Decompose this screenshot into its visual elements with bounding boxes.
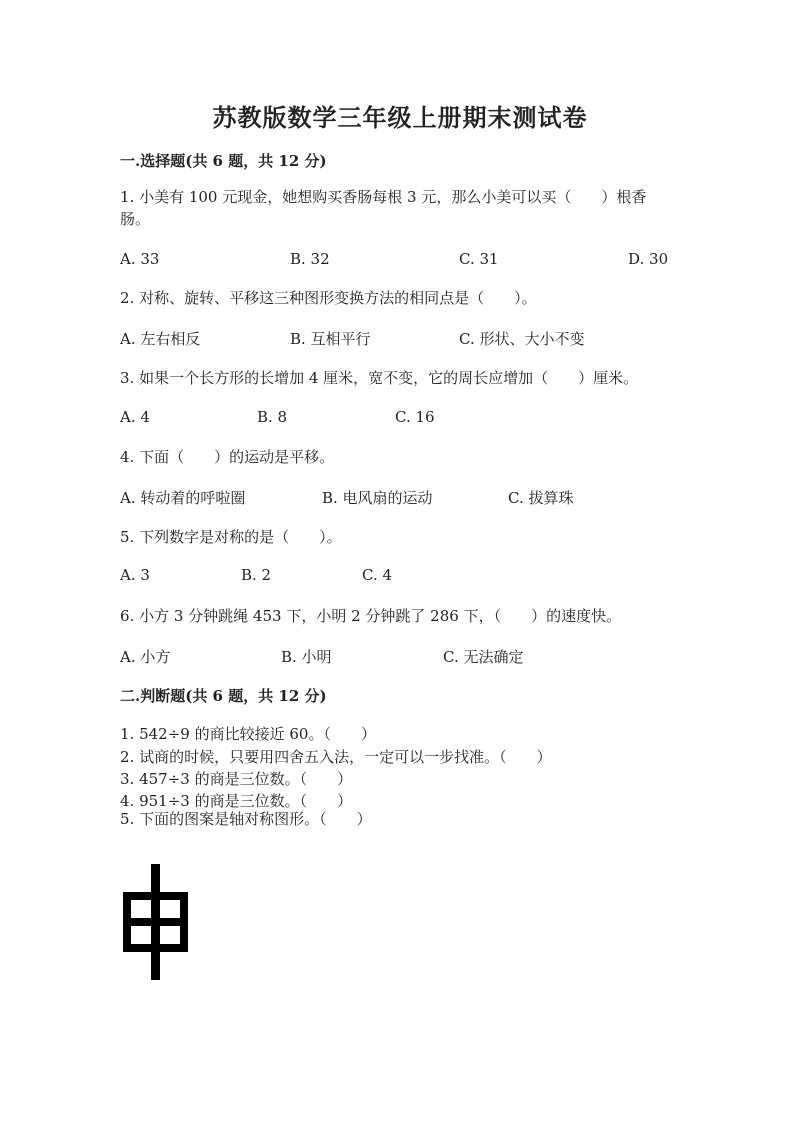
question-5-option-a: A. 3: [120, 566, 150, 584]
judgment-item-1: 1. 542÷9 的商比较接近 60。（ ）: [120, 725, 376, 743]
question-6-option-b: B. 小明: [281, 648, 332, 666]
question-1-option-b: B. 32: [290, 250, 330, 268]
question-2-option-b: B. 互相平行: [290, 330, 371, 348]
section-2-heading: 二.判断题(共 6 题，共 12 分): [120, 687, 327, 705]
question-5-option-c: C. 4: [362, 566, 393, 584]
question-3-text: 3. 如果一个长方形的长增加 4 厘米，宽不变，它的周长应增加（ ）厘米。: [120, 369, 639, 387]
question-2-option-c: C. 形状、大小不变: [459, 330, 585, 348]
question-6-option-a: A. 小方: [120, 648, 171, 666]
section-1-heading: 一.选择题(共 6 题，共 12 分): [120, 152, 327, 170]
judgment-item-4: 4. 951÷3 的商是三位数。（ ）: [120, 792, 353, 810]
question-1-line-1: 1. 小美有 100 元现金，她想购买香肠每根 3 元，那么小美可以买（ ）根香: [120, 188, 647, 206]
page-title: 苏教版数学三年级上册期末测试卷: [212, 103, 588, 132]
question-2-text: 2. 对称、旋转、平移这三种图形变换方法的相同点是（ ）。: [120, 289, 537, 307]
judgment-item-3: 3. 457÷3 的商是三位数。（ ）: [120, 770, 353, 788]
axis-symmetric-figure-icon: [118, 862, 193, 982]
question-2-option-a: A. 左右相反: [120, 330, 201, 348]
judgment-item-5: 5. 下面的图案是轴对称图形。（ ）: [120, 810, 372, 828]
question-6-text: 6. 小方 3 分钟跳绳 453 下，小明 2 分钟跳了 286 下，（ ）的速度快。: [120, 607, 622, 625]
question-4-option-c: C. 拔算珠: [508, 489, 574, 507]
question-4-text: 4. 下面（ ）的运动是平移。: [120, 448, 335, 466]
judgment-item-2: 2. 试商的时候，只要用四舍五入法，一定可以一步找准。（ ）: [120, 748, 552, 766]
question-4-option-a: A. 转动着的呼啦圈: [120, 489, 246, 507]
question-6-option-c: C. 无法确定: [443, 648, 524, 666]
question-1-option-a: A. 33: [120, 250, 160, 268]
question-3-option-c: C. 16: [395, 408, 435, 426]
question-1-line-2: 肠。: [120, 210, 151, 228]
question-3-option-a: A. 4: [120, 408, 150, 426]
question-5-option-b: B. 2: [241, 566, 272, 584]
question-4-option-b: B. 电风扇的运动: [322, 489, 433, 507]
question-3-option-b: B. 8: [257, 408, 288, 426]
question-5-text: 5. 下列数字是对称的是（ ）。: [120, 528, 342, 546]
question-1-option-d: D. 30: [628, 250, 669, 268]
question-1-option-c: C. 31: [459, 250, 499, 268]
